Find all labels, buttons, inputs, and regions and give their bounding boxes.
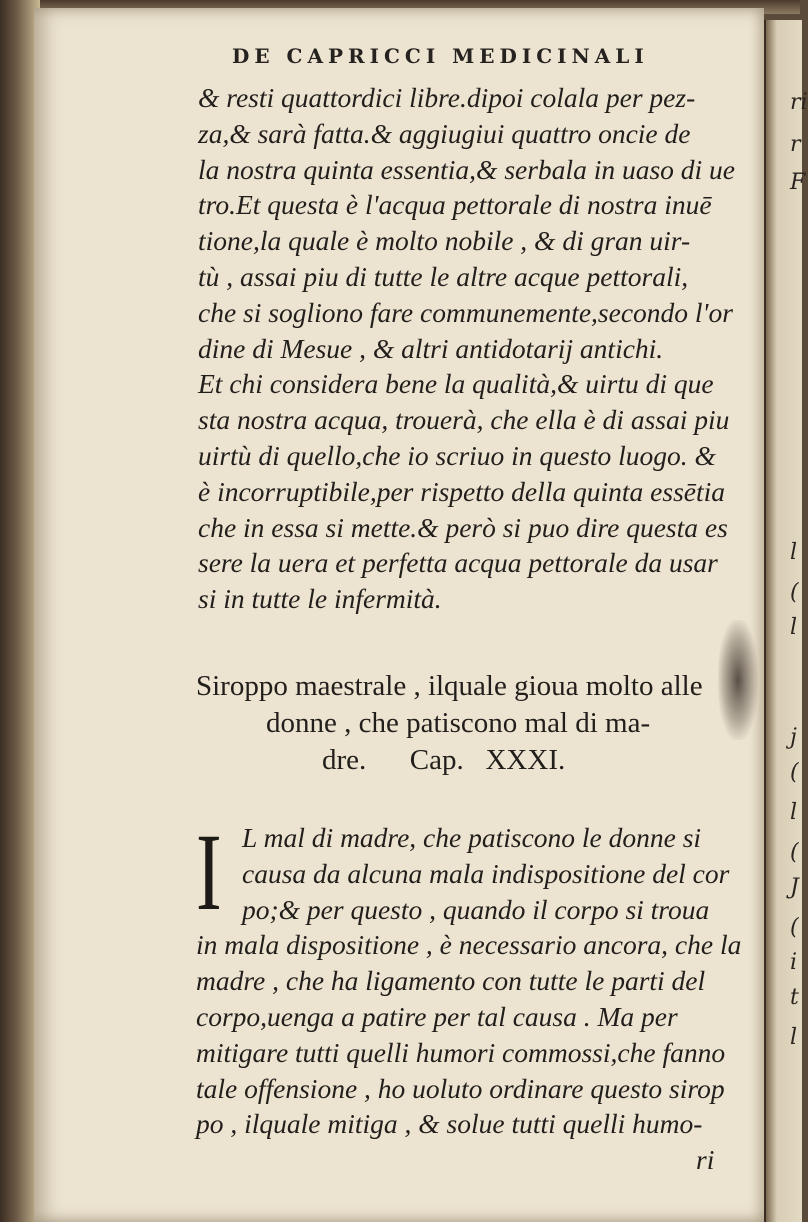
chapter-heading-line: dre. Cap. XXXI. — [322, 744, 566, 776]
section-one-text — [198, 80, 758, 617]
text-line: madre , che ha ligamento con tutte le parti del — [196, 965, 706, 997]
running-head: DE CAPRICCI MEDICINALI — [232, 44, 649, 68]
text-line: tione,la quale è molto nobile , & di gran uir- — [198, 225, 691, 257]
text-line: mitigare tutti quelli humori commossi,che fanno — [196, 1036, 726, 1068]
text-line: Et chi considera bene la qualità,& uirtu di que — [198, 368, 714, 400]
text-line: tù , assai piu di tutte le altre acque pettorali, — [198, 260, 689, 292]
text-line: è incorruptibile,per rispetto della quinta essētia — [198, 475, 726, 507]
text-line: po;& per questo , quando il corpo si troua — [242, 893, 710, 925]
chapter-heading — [196, 668, 736, 779]
text-line: L mal di madre, che patiscono le donne si — [242, 822, 702, 853]
text-line: uirtù di quello,che io scriuo in questo luogo. & — [198, 439, 716, 471]
adjacent-page-edge: ri r F l ( l j ( l ( J ( i t l — [764, 20, 802, 1222]
text-line: tro.Et questa è l'acqua pettorale di nostra inuē — [198, 189, 712, 221]
text-line: dine di Mesue , & altri antidotarij antichi. — [198, 332, 664, 364]
chapter-heading-line: donne , che patiscono mal di ma- — [266, 707, 651, 739]
chapter-heading-line: Siroppo maestrale , ilquale gioua molto alle — [196, 670, 703, 702]
text-line: la nostra quinta essentia,& serbala in uaso di ue — [198, 153, 736, 185]
text-line: si in tutte le infermità. — [198, 583, 442, 615]
drop-cap-initial: I — [196, 811, 222, 933]
text-line: za,& sarà fatta.& aggiugiui quattro oncie de — [198, 117, 691, 149]
text-line: che si sogliono fare communemente,secondo l'or — [198, 296, 733, 328]
text-line: sere la uera et perfetta acqua pettorale da usar — [198, 547, 718, 579]
text-line: po , ilquale mitiga , & solue tutti quelli humo- — [196, 1108, 703, 1140]
catchword: ri — [696, 1144, 715, 1176]
text-line: causa da alcuna mala indispositione del cor — [242, 857, 730, 889]
text-line: che in essa si mette.& però si puo dire questa es — [198, 511, 728, 543]
text-line: & resti quattordici libre.dipoi colala per pez- — [198, 82, 696, 113]
section-two-text — [196, 811, 756, 1178]
text-line: corpo,uenga a patire per tal causa . Ma per — [196, 1000, 678, 1032]
text-line: sta nostra acqua, trouerà, che ella è di assai piu — [198, 404, 730, 436]
text-line: tale offensione , ho uoluto ordinare questo sirop — [196, 1072, 725, 1104]
text-line: in mala dispositione , è necessario ancora, che la — [196, 929, 742, 961]
ink-stain — [718, 620, 758, 740]
